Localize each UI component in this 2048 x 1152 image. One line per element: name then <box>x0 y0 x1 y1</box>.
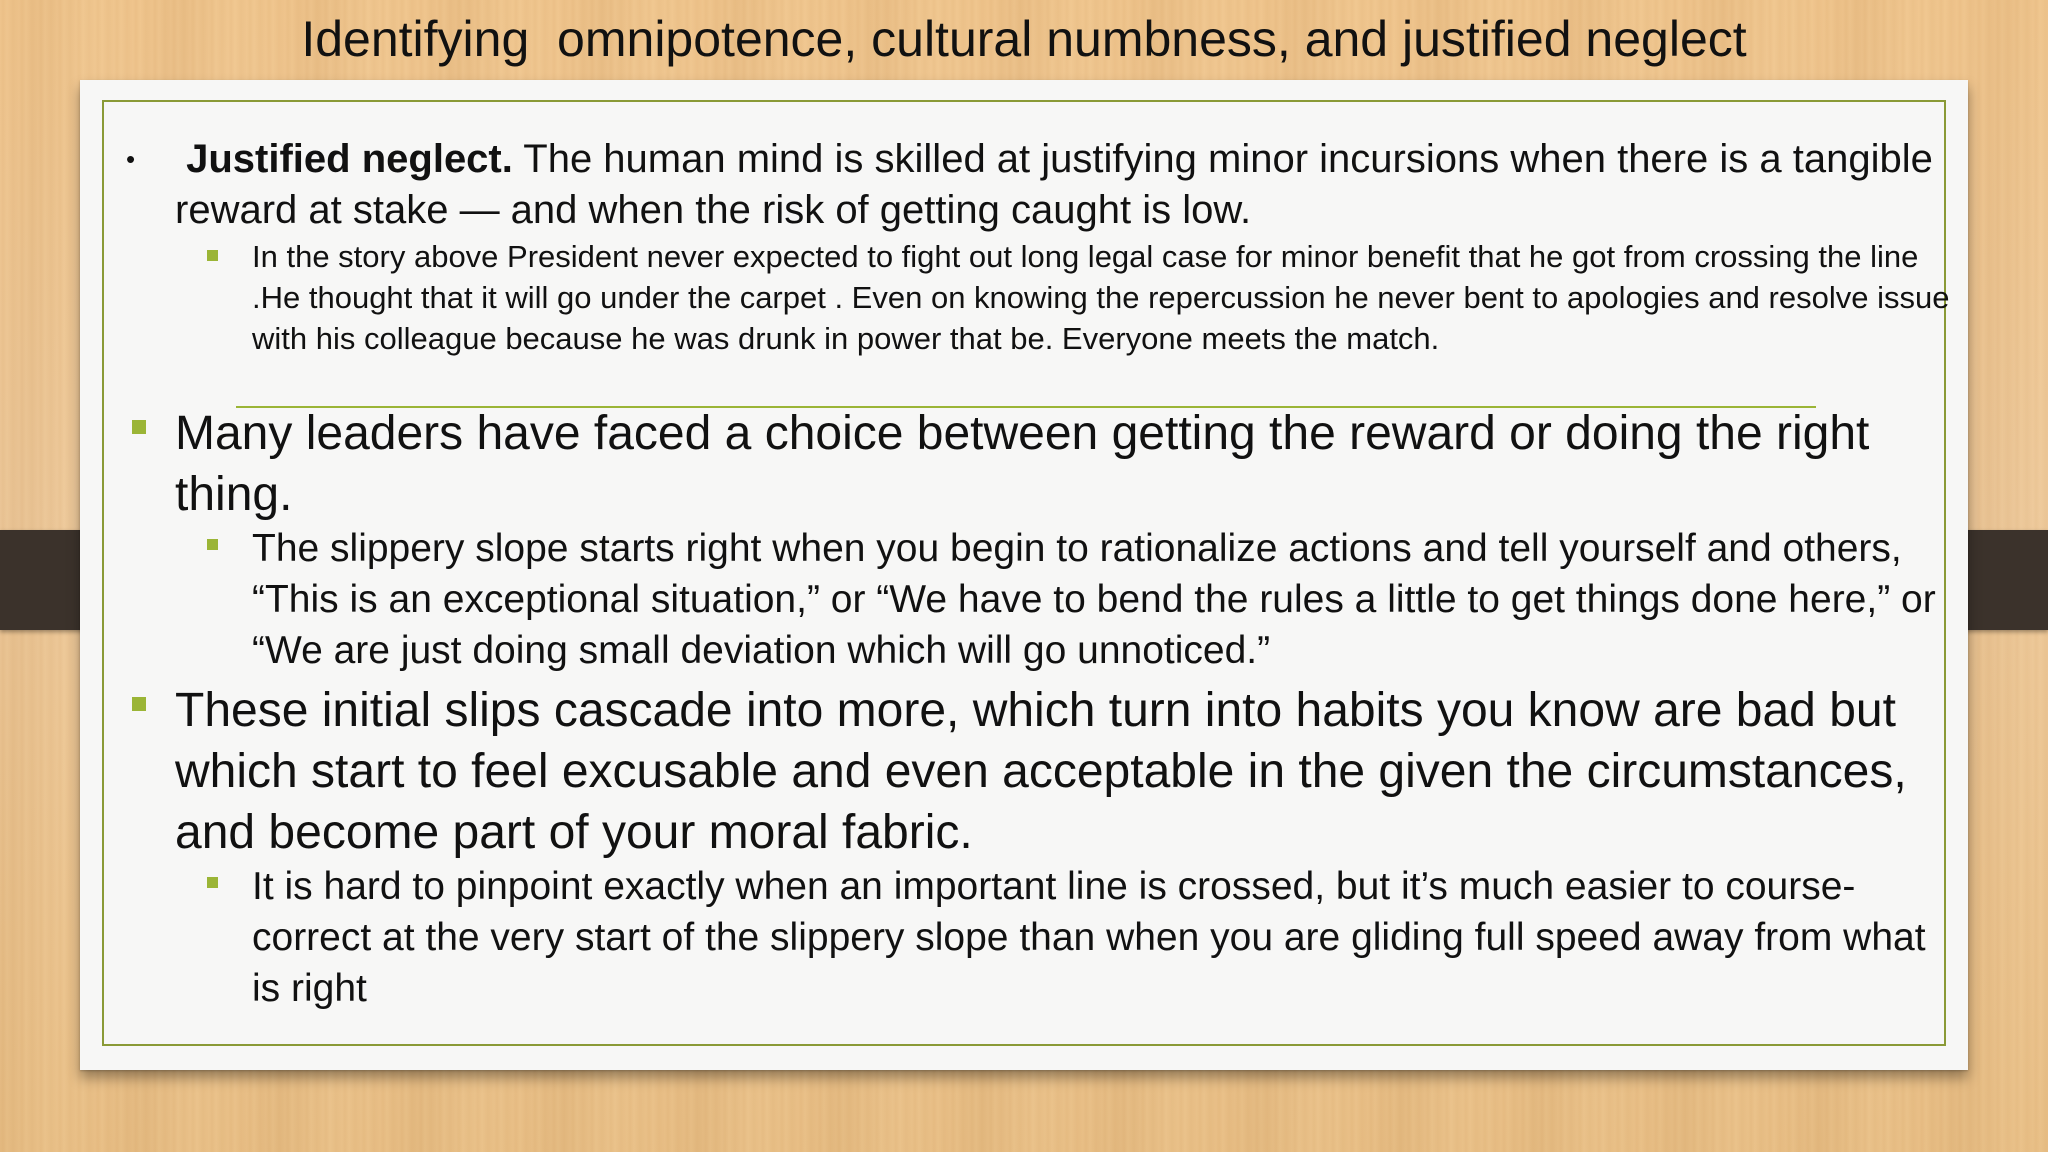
bullet-square-icon <box>132 420 146 434</box>
bullet-square-icon <box>207 877 218 888</box>
sub-bullet-slippery-slope: The slippery slope starts right when you begin to rationalize actions and tell yourself and others, “This is an exceptional situation,” or “We have to bend the rules a little to get things done here,” or “We are just doing small deviation which will go unnoticed.” <box>252 527 1936 672</box>
sub-bullet-president-story: In the story above President never expected to fight out long legal case for minor benefit that he got from crossing the line .He thought that it will go under the carpet . Even on knowing the repercussion he never bent to apologies and resolve issue with his colleague because he was drunk in power that be. Everyone meets the match. <box>252 239 1950 356</box>
slide-paper <box>80 80 1968 1070</box>
bullet-initial-slips: These initial slips cascade into more, which turn into habits you know are bad but which start to feel excusable and even acceptable in the given the circumstances, and become part of your moral fabric. <box>175 684 1907 859</box>
bullet-justified-neglect <box>175 134 1975 236</box>
bullet-square-icon <box>207 539 218 550</box>
bullet-square-icon <box>132 697 146 711</box>
sub-bullet-course-correct: It is hard to pinpoint exactly when an important line is crossed, but it’s much easier to course-correct at the very start of the slippery slope than when you are gliding full speed away from what is right <box>252 865 1926 1010</box>
bullet-text: The human mind is skilled at justifying minor incursions when there is a tangible reward at stake — and when the risk of getting caught is low. <box>175 137 1933 232</box>
bullet-lead: Justified neglect. <box>186 137 513 181</box>
slide-title: Identifying omnipotence, cultural numbness, and justified neglect <box>301 11 1747 67</box>
bullet-square-icon <box>207 250 218 261</box>
bullet-leaders-choice: Many leaders have faced a choice between getting the reward or doing the right thing. <box>175 407 1870 521</box>
bullet-dot-icon: • <box>126 144 136 174</box>
